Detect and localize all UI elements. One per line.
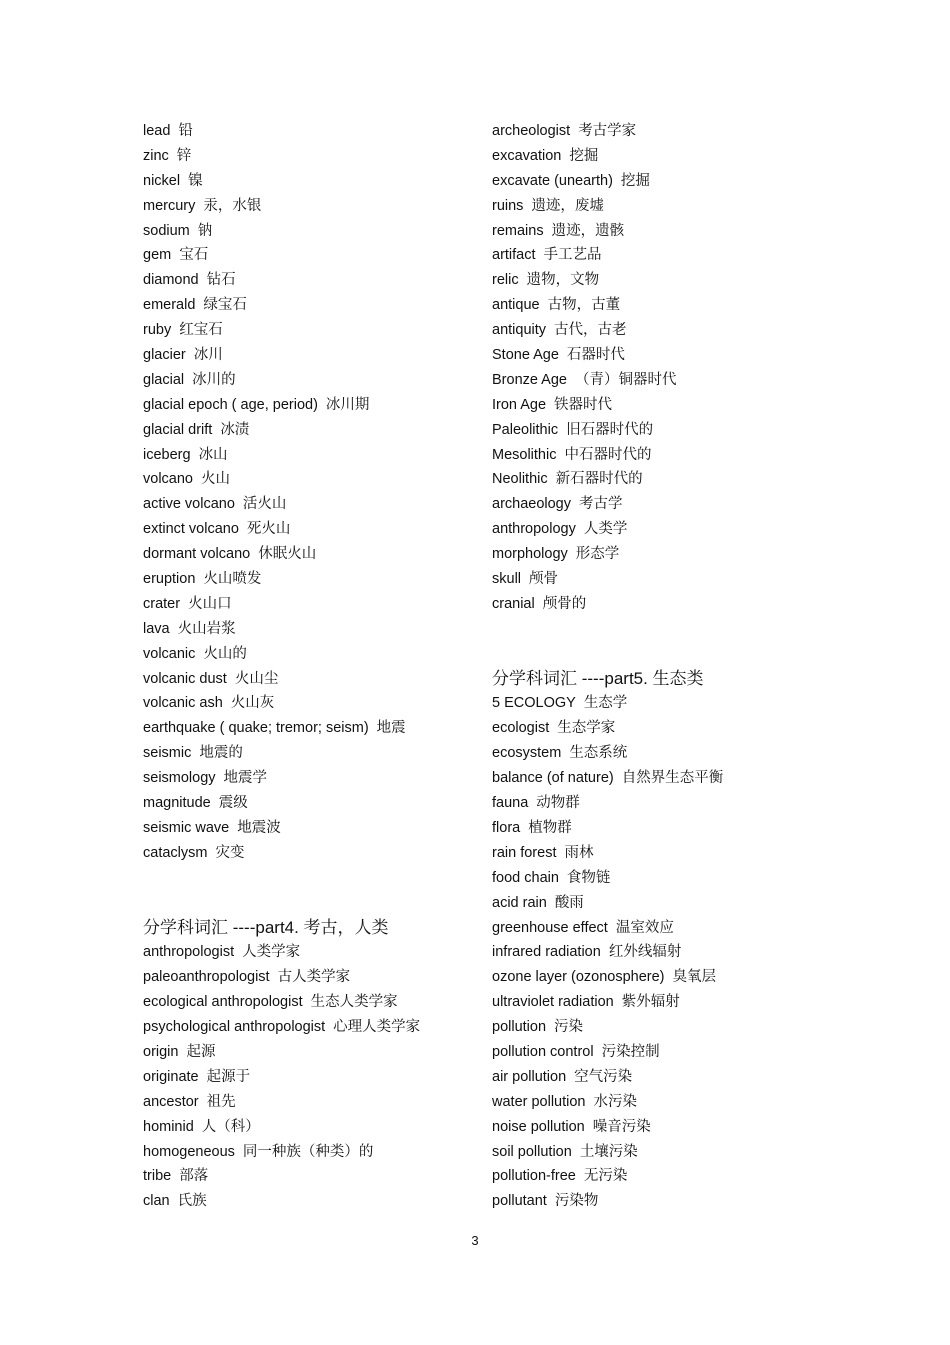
vocab-entry xyxy=(143,841,473,866)
chinese-translation: 颅骨的 xyxy=(542,595,587,612)
chinese-translation: 无污染 xyxy=(583,1168,628,1185)
english-term: 5 ECOLOGY xyxy=(492,695,576,712)
vocab-entry xyxy=(143,1015,473,1040)
english-term: acid rain xyxy=(492,894,547,911)
chinese-translation: 雨林 xyxy=(564,844,594,861)
english-term: magnitude xyxy=(143,795,211,812)
vocab-entry xyxy=(492,1140,822,1165)
vocab-entry xyxy=(143,1164,473,1189)
vocab-entry xyxy=(492,418,822,443)
vocab-entry xyxy=(143,1090,473,1115)
english-term: cataclysm xyxy=(143,844,208,861)
chinese-translation: 污染物 xyxy=(554,1193,599,1210)
chinese-translation: 铁器时代 xyxy=(554,396,613,413)
chinese-translation: 生态人类学家 xyxy=(310,994,398,1011)
english-term: volcanic ash xyxy=(143,695,223,712)
chinese-translation: 起源 xyxy=(186,1043,216,1060)
english-term: nickel xyxy=(143,172,181,189)
chinese-translation: 遗物，文物 xyxy=(526,272,600,289)
vocab-entry xyxy=(143,492,473,517)
english-term: ancestor xyxy=(143,1093,199,1110)
chinese-translation: 祖先 xyxy=(206,1093,236,1110)
english-term: excavate (unearth) xyxy=(492,172,613,189)
vocab-entry xyxy=(492,219,822,244)
vocab-entry xyxy=(492,343,822,368)
vocab-entry xyxy=(492,816,822,841)
chinese-translation: 火山灰 xyxy=(230,695,275,712)
vocab-entry xyxy=(492,1065,822,1090)
english-term: water pollution xyxy=(492,1093,586,1110)
vocab-entry xyxy=(143,1115,473,1140)
vocab-entry xyxy=(143,716,473,741)
english-term: eruption xyxy=(143,571,196,588)
chinese-translation: 冰川 xyxy=(193,347,223,364)
english-term: morphology xyxy=(492,546,568,563)
english-term: volcano xyxy=(143,471,193,488)
english-term: balance (of nature) xyxy=(492,770,614,787)
english-term: crater xyxy=(143,595,181,612)
chinese-translation: 火山岩浆 xyxy=(177,620,236,637)
vocab-entry xyxy=(143,293,473,318)
section-heading: 分学科词汇 ----part4. 考古，人类 xyxy=(143,917,389,937)
chinese-translation: 自然界生态平衡 xyxy=(621,770,724,787)
vocab-entry xyxy=(492,517,822,542)
vocab-entry xyxy=(492,1015,822,1040)
english-term: ozone layer (ozonosphere) xyxy=(492,969,665,986)
chinese-translation: 古物，古董 xyxy=(547,297,621,314)
vocab-entry xyxy=(143,194,473,219)
chinese-translation: 形态学 xyxy=(575,546,620,563)
english-term: hominid xyxy=(143,1118,194,1135)
vocab-entry xyxy=(492,318,822,343)
vocab-entry xyxy=(492,965,822,990)
english-term: ecological anthropologist xyxy=(143,994,303,1011)
vocab-entry xyxy=(492,990,822,1015)
chinese-translation: 考古学家 xyxy=(578,123,637,139)
vocab-entry xyxy=(143,467,473,492)
vocab-entry xyxy=(143,642,473,667)
chinese-translation: 镍 xyxy=(188,172,203,189)
vocab-entry xyxy=(143,219,473,244)
english-term: antique xyxy=(492,297,540,314)
english-term: Mesolithic xyxy=(492,446,557,463)
vocab-entry xyxy=(143,1189,473,1214)
chinese-translation: 冰川期 xyxy=(325,396,370,413)
chinese-translation: 遗迹，遗骸 xyxy=(551,222,625,239)
english-term: emerald xyxy=(143,297,196,314)
chinese-translation: 动物群 xyxy=(536,795,580,812)
vocab-entry xyxy=(492,144,822,169)
vocab-entry xyxy=(492,169,822,194)
english-term: pollution xyxy=(492,1019,547,1036)
english-term: dormant volcano xyxy=(143,546,251,563)
chinese-translation: 人（科） xyxy=(201,1118,260,1135)
chinese-translation: 植物群 xyxy=(528,819,572,836)
vocab-entry xyxy=(143,268,473,293)
chinese-translation: 水污染 xyxy=(593,1093,637,1110)
vocab-entry xyxy=(143,691,473,716)
chinese-translation: 生态学 xyxy=(583,695,628,712)
chinese-translation: 人类学家 xyxy=(242,944,301,961)
chinese-translation: 石器时代 xyxy=(566,347,625,364)
left-column xyxy=(143,119,473,1214)
vocab-entry xyxy=(492,1090,822,1115)
english-term: glacial epoch ( age, period) xyxy=(143,396,318,413)
vocab-entry xyxy=(492,592,822,617)
chinese-translation: 部落 xyxy=(179,1168,209,1185)
vocab-entry xyxy=(143,517,473,542)
english-term: seismology xyxy=(143,770,216,787)
vocab-entry xyxy=(492,393,822,418)
chinese-translation: 冰山 xyxy=(198,446,228,463)
vocab-entry xyxy=(492,467,822,492)
section-gap xyxy=(492,617,822,642)
vocab-entry xyxy=(492,741,822,766)
vocab-entry xyxy=(492,542,822,567)
english-term: volcanic xyxy=(143,645,196,662)
vocab-entry xyxy=(492,1115,822,1140)
vocab-entry xyxy=(492,1040,822,1065)
chinese-translation: 火山喷发 xyxy=(203,571,262,588)
chinese-translation: 火山的 xyxy=(203,645,247,662)
english-term: ruby xyxy=(143,322,172,339)
chinese-translation: 古代，古老 xyxy=(554,322,627,339)
vocab-entry xyxy=(143,1040,473,1065)
english-term: seismic wave xyxy=(143,819,230,836)
right-column xyxy=(492,119,822,1214)
english-term: psychological anthropologist xyxy=(143,1019,326,1036)
vocab-entry xyxy=(492,1164,822,1189)
chinese-translation: 绿宝石 xyxy=(203,297,247,314)
vocab-entry xyxy=(143,617,473,642)
vocab-entry xyxy=(492,1189,822,1214)
english-term: sodium xyxy=(143,222,190,239)
chinese-translation: 生态系统 xyxy=(569,745,628,762)
english-term: Paleolithic xyxy=(492,421,559,438)
vocab-entry xyxy=(492,119,822,144)
english-term: air pollution xyxy=(492,1068,567,1085)
english-term: ecologist xyxy=(492,720,550,737)
vocab-entry xyxy=(492,940,822,965)
english-term: artifact xyxy=(492,247,536,264)
vocab-entry xyxy=(143,443,473,468)
vocab-entry xyxy=(492,443,822,468)
vocab-entry xyxy=(143,667,473,692)
chinese-translation: 死火山 xyxy=(246,521,291,538)
english-term: Neolithic xyxy=(492,471,548,488)
english-term: mercury xyxy=(143,197,196,214)
chinese-translation: 污染控制 xyxy=(601,1043,660,1060)
chinese-translation: 铅 xyxy=(178,123,193,139)
vocab-entry xyxy=(143,418,473,443)
english-term: paleoanthropologist xyxy=(143,969,270,986)
chinese-translation: 灾变 xyxy=(215,844,245,861)
chinese-translation: 冰川的 xyxy=(192,371,236,388)
chinese-translation: 挖掘 xyxy=(620,172,650,189)
english-term: noise pollution xyxy=(492,1118,585,1135)
chinese-translation: 噪音污染 xyxy=(592,1118,651,1135)
english-term: cranial xyxy=(492,595,535,612)
english-term: rain forest xyxy=(492,844,557,861)
vocab-entry xyxy=(143,1140,473,1165)
chinese-translation: 同一种族（种类）的 xyxy=(242,1143,374,1160)
chinese-translation: 汞，水银 xyxy=(203,197,262,214)
english-term: glacial xyxy=(143,371,185,388)
english-term: earthquake ( quake; tremor; seism) xyxy=(143,720,369,737)
english-term: excavation xyxy=(492,147,562,164)
vocab-entry xyxy=(492,293,822,318)
vocab-entry xyxy=(143,144,473,169)
english-term: ecosystem xyxy=(492,745,562,762)
vocab-entry xyxy=(143,965,473,990)
english-term: ultraviolet radiation xyxy=(492,994,614,1011)
chinese-translation: 氏族 xyxy=(177,1193,207,1210)
english-term: seismic xyxy=(143,745,192,762)
chinese-translation: 钻石 xyxy=(206,272,236,289)
chinese-translation: 活火山 xyxy=(242,496,287,513)
english-term: antiquity xyxy=(492,322,547,339)
english-term: tribe xyxy=(143,1168,172,1185)
english-term: Stone Age xyxy=(492,347,559,364)
vocab-entry xyxy=(143,990,473,1015)
english-term: iceberg xyxy=(143,446,191,463)
english-term: pollution control xyxy=(492,1043,594,1060)
english-term: greenhouse effect xyxy=(492,919,608,936)
chinese-translation: 钠 xyxy=(197,222,213,239)
section-heading: 分学科词汇 ----part5. 生态类 xyxy=(492,668,704,688)
chinese-translation: 火山尘 xyxy=(234,670,279,687)
section-gap xyxy=(143,891,473,916)
vocab-entry xyxy=(143,1065,473,1090)
english-term: lava xyxy=(143,620,170,637)
english-term: volcanic dust xyxy=(143,670,227,687)
english-term: pollution-free xyxy=(492,1168,576,1185)
english-term: anthropology xyxy=(492,521,576,538)
vocab-entry xyxy=(143,766,473,791)
chinese-translation: 火山 xyxy=(200,471,230,488)
english-term: pollutant xyxy=(492,1193,547,1210)
chinese-translation: 空气污染 xyxy=(574,1068,633,1085)
vocab-entry xyxy=(143,567,473,592)
vocab-entry xyxy=(492,691,822,716)
chinese-translation: 心理人类学家 xyxy=(333,1019,421,1036)
english-term: glacial drift xyxy=(143,421,213,438)
vocab-entry xyxy=(492,766,822,791)
chinese-translation: 颅骨 xyxy=(529,571,559,588)
chinese-translation: 臭氧层 xyxy=(672,969,716,986)
chinese-translation: 锌 xyxy=(176,147,192,164)
chinese-translation: 地震学 xyxy=(223,770,268,787)
vocab-entry xyxy=(143,542,473,567)
vocab-entry xyxy=(492,243,822,268)
english-term: soil pollution xyxy=(492,1143,572,1160)
chinese-translation: 污染 xyxy=(554,1019,584,1036)
chinese-translation: 挖掘 xyxy=(569,147,599,164)
vocab-entry xyxy=(492,891,822,916)
vocab-entry xyxy=(492,791,822,816)
vocab-entry xyxy=(143,243,473,268)
english-term: Iron Age xyxy=(492,396,547,413)
vocab-entry xyxy=(143,940,473,965)
english-term: food chain xyxy=(492,869,559,886)
chinese-translation: 手工艺品 xyxy=(543,247,602,264)
vocab-entry xyxy=(492,841,822,866)
vocab-entry xyxy=(143,816,473,841)
chinese-translation: 酸雨 xyxy=(554,894,584,911)
english-term: remains xyxy=(492,222,544,239)
english-term: zinc xyxy=(143,147,169,164)
chinese-translation: 土壤污染 xyxy=(579,1143,638,1160)
english-term: infrared radiation xyxy=(492,944,601,961)
vocab-entry xyxy=(492,866,822,891)
vocab-entry xyxy=(492,368,822,393)
vocab-entry xyxy=(143,318,473,343)
english-term: extinct volcano xyxy=(143,521,239,538)
english-term: gem xyxy=(143,247,172,264)
chinese-translation: （青）铜器时代 xyxy=(574,371,677,388)
english-term: archaeology xyxy=(492,496,571,513)
vocab-entry xyxy=(143,343,473,368)
vocab-entry xyxy=(492,268,822,293)
english-term: diamond xyxy=(143,272,199,289)
chinese-translation: 火山口 xyxy=(188,595,232,612)
chinese-translation: 生态学家 xyxy=(557,720,616,737)
section-gap xyxy=(492,642,822,667)
chinese-translation: 红宝石 xyxy=(179,322,223,339)
english-term: active volcano xyxy=(143,496,235,513)
chinese-translation: 地震波 xyxy=(237,819,281,836)
chinese-translation: 红外线辐射 xyxy=(608,944,682,961)
vocab-entry xyxy=(492,567,822,592)
vocab-entry xyxy=(492,194,822,219)
chinese-translation: 考古学 xyxy=(579,496,623,513)
english-term: glacier xyxy=(143,347,186,364)
chinese-translation: 宝石 xyxy=(179,247,209,264)
english-term: lead xyxy=(143,123,171,139)
chinese-translation: 古人类学家 xyxy=(277,969,351,986)
english-term: relic xyxy=(492,272,519,289)
chinese-translation: 休眠火山 xyxy=(258,546,317,563)
chinese-translation: 温室效应 xyxy=(615,919,674,936)
english-term: flora xyxy=(492,819,521,836)
english-term: fauna xyxy=(492,795,529,812)
english-term: homogeneous xyxy=(143,1143,235,1160)
chinese-translation: 中石器时代的 xyxy=(564,446,652,463)
chinese-translation: 震级 xyxy=(218,795,248,812)
page-number: 3 xyxy=(471,1233,479,1248)
vocab-entry xyxy=(143,393,473,418)
chinese-translation: 旧石器时代的 xyxy=(566,421,654,438)
english-term: archeologist xyxy=(492,123,571,139)
vocab-entry xyxy=(143,741,473,766)
english-term: originate xyxy=(143,1068,199,1085)
vocab-entry xyxy=(143,791,473,816)
section-gap xyxy=(143,866,473,891)
english-term: Bronze Age xyxy=(492,371,567,388)
english-term: ruins xyxy=(492,197,524,214)
english-term: origin xyxy=(143,1043,179,1060)
chinese-translation: 地震 xyxy=(376,720,406,737)
chinese-translation: 遗迹，废墟 xyxy=(531,197,604,214)
vocab-entry xyxy=(492,492,822,517)
vocab-entry xyxy=(143,368,473,393)
chinese-translation: 冰渍 xyxy=(220,421,250,438)
chinese-translation: 起源于 xyxy=(206,1068,251,1085)
chinese-translation: 紫外辐射 xyxy=(621,994,680,1011)
vocab-entry xyxy=(492,916,822,941)
vocab-entry xyxy=(143,592,473,617)
vocab-entry xyxy=(143,169,473,194)
chinese-translation: 新石器时代的 xyxy=(555,471,643,488)
chinese-translation: 食物链 xyxy=(566,869,611,886)
vocab-entry xyxy=(143,119,473,144)
english-term: clan xyxy=(143,1193,170,1210)
chinese-translation: 人类学 xyxy=(583,521,628,538)
english-term: skull xyxy=(492,571,522,588)
english-term: anthropologist xyxy=(143,944,235,961)
vocab-entry xyxy=(492,716,822,741)
chinese-translation: 地震的 xyxy=(199,745,243,762)
